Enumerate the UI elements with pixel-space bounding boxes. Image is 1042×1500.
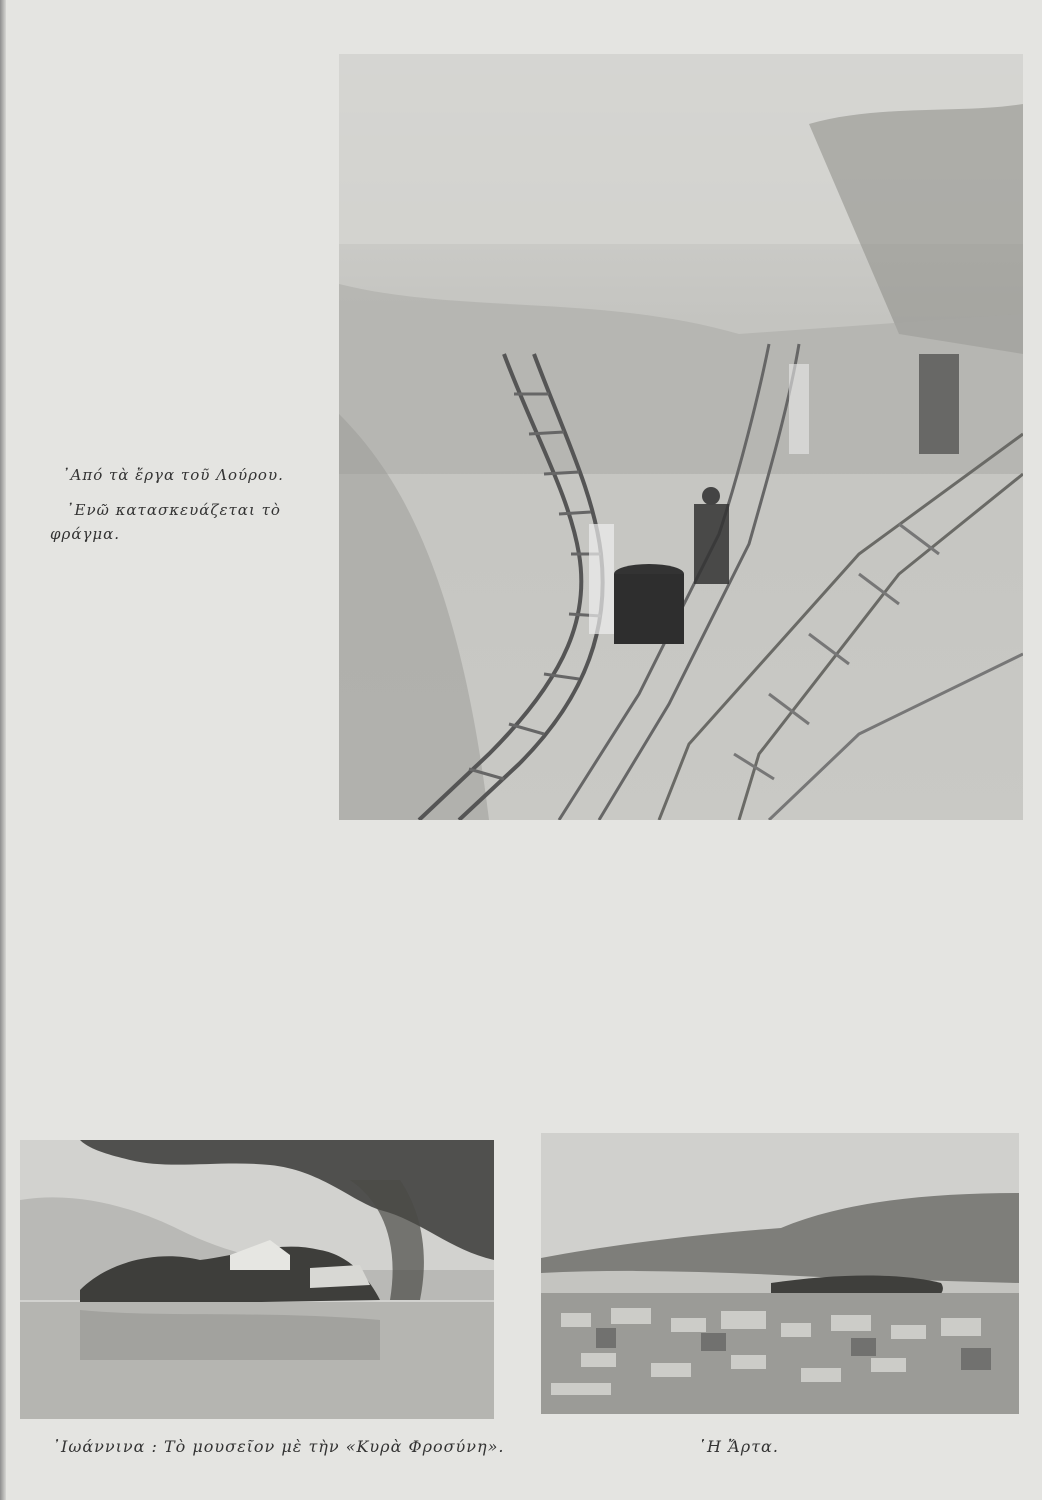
ioannina-caption: ᾿Ιωάννινα : Τὸ μουσεῖον μὲ τὴν «Κυρὰ Φροσύνη». (52, 1437, 505, 1456)
dam-caption-line2: ᾿Ενῶ κατασκευάζεται τὸ φράγμα. (50, 501, 281, 543)
arta-town-photo (541, 1133, 1019, 1414)
ioannina-lake-photo (20, 1140, 494, 1419)
page-edge (0, 0, 6, 1500)
dam-caption-line1: ᾿Από τὰ ἔργα τοῦ Λούρου. (62, 466, 284, 484)
arta-caption: ῾Η Ἄρτα. (698, 1437, 779, 1456)
dam-construction-photo (339, 54, 1023, 820)
